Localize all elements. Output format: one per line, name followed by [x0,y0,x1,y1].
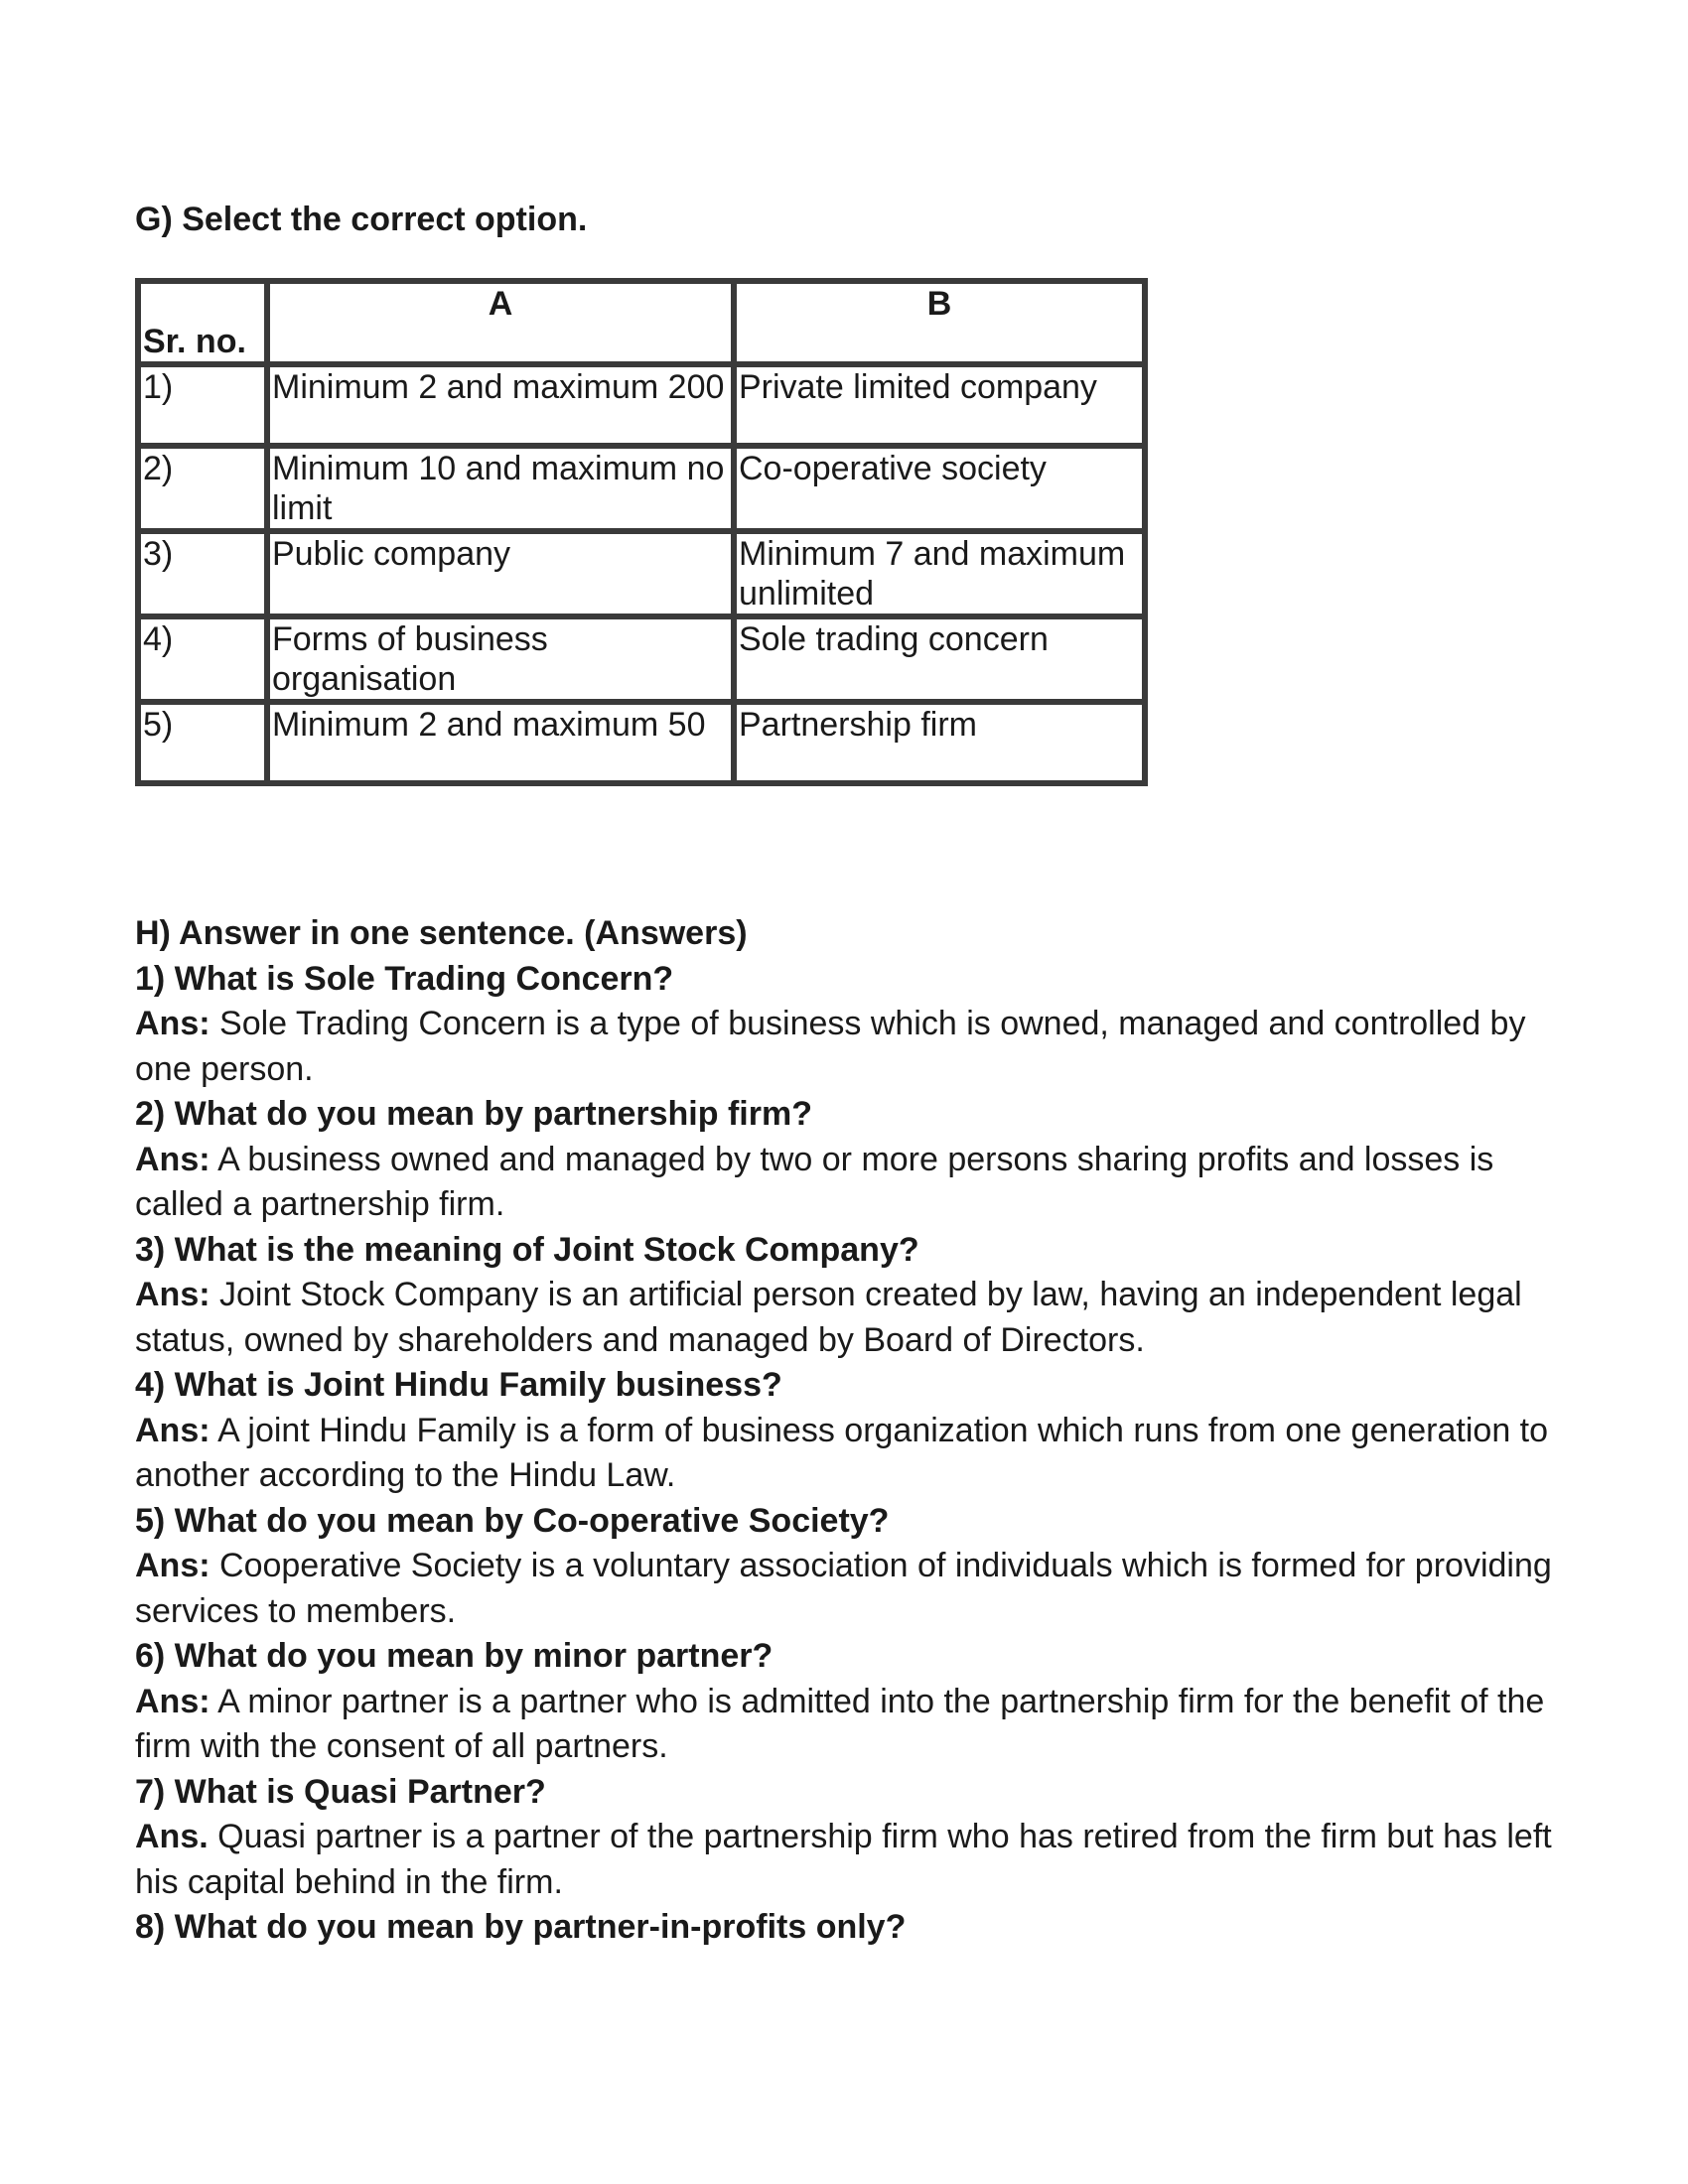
row-sr: 2) [138,446,267,531]
question-6: 6) What do you mean by minor partner? [135,1637,774,1675]
row-sr: 5) [138,702,267,783]
section-g-heading: G) Select the correct option. [135,201,588,238]
answer-3 [135,1273,1565,1363]
row-col-a: Forms of business organisation [267,616,734,702]
answer-5 [135,1544,1565,1634]
header-column-a: A [267,281,734,364]
row-sr: 1) [138,364,267,446]
question-5: 5) What do you mean by Co-operative Society? [135,1501,890,1540]
answer-text: Joint Stock Company is an artificial person created by law, having an independent legal status, owned by shareholders and managed by Board of Directors. [135,1276,1522,1359]
question-3: 3) What is the meaning of Joint Stock Company? [135,1230,919,1269]
table-header-row [138,281,1145,364]
row-col-a: Minimum 2 and maximum 200 [267,364,734,446]
row-col-a: Minimum 10 and maximum no limit [267,446,734,531]
row-col-b: Co-operative society [734,446,1145,531]
table-row [138,446,1145,531]
question-2: 2) What do you mean by partnership firm? [135,1095,812,1133]
answer-2 [135,1138,1565,1228]
table-row [138,616,1145,702]
answer-label: Ans: [135,1411,211,1449]
row-sr: 4) [138,616,267,702]
answer-label: Ans: [135,1682,211,1720]
question-1: 1) What is Sole Trading Concern? [135,959,674,998]
question-7: 7) What is Quasi Partner? [135,1772,546,1811]
table-row [138,531,1145,616]
answer-label: Ans: [135,1140,211,1178]
question-8: 8) What do you mean by partner-in-profits only? [135,1908,907,1946]
answer-text: Cooperative Society is a voluntary association of individuals which is formed for providing services to members. [135,1547,1552,1630]
answer-text: Quasi partner is a partner of the partnership firm who has retired from the firm but has left his capital behind in the firm. [135,1818,1552,1901]
row-col-b: Partnership firm [734,702,1145,783]
answer-label: Ans: [135,1276,211,1313]
answer-7 [135,1815,1565,1905]
header-column-b: B [734,281,1145,364]
answer-text: A business owned and managed by two or more persons sharing profits and losses is called a partnership firm. [135,1140,1494,1223]
section-h [135,911,1565,1951]
answer-text: A joint Hindu Family is a form of business organization which runs from one generation to another according to the Hindu Law. [135,1411,1549,1494]
row-col-b: Minimum 7 and maximum unlimited [734,531,1145,616]
table-row [138,364,1145,446]
row-col-b: Sole trading concern [734,616,1145,702]
question-4: 4) What is Joint Hindu Family business? [135,1366,782,1404]
answer-label: Ans. [135,1818,209,1855]
table-row [138,702,1145,783]
answer-1 [135,1002,1565,1092]
match-table [135,278,1148,786]
row-col-b: Private limited company [734,364,1145,446]
row-col-a: Minimum 2 and maximum 50 [267,702,734,783]
answer-label: Ans: [135,1005,211,1042]
answer-text: Sole Trading Concern is a type of business which is owned, managed and controlled by one person. [135,1005,1526,1088]
answer-4 [135,1409,1565,1499]
answer-text: A minor partner is a partner who is admitted into the partnership firm for the benefit of the firm with the consent of all partners. [135,1682,1545,1765]
header-sr-no: Sr. no. [138,281,267,364]
answer-label: Ans: [135,1547,211,1584]
row-sr: 3) [138,531,267,616]
row-col-a: Public company [267,531,734,616]
section-h-heading: H) Answer in one sentence. (Answers) [135,914,748,952]
answer-6 [135,1680,1565,1770]
